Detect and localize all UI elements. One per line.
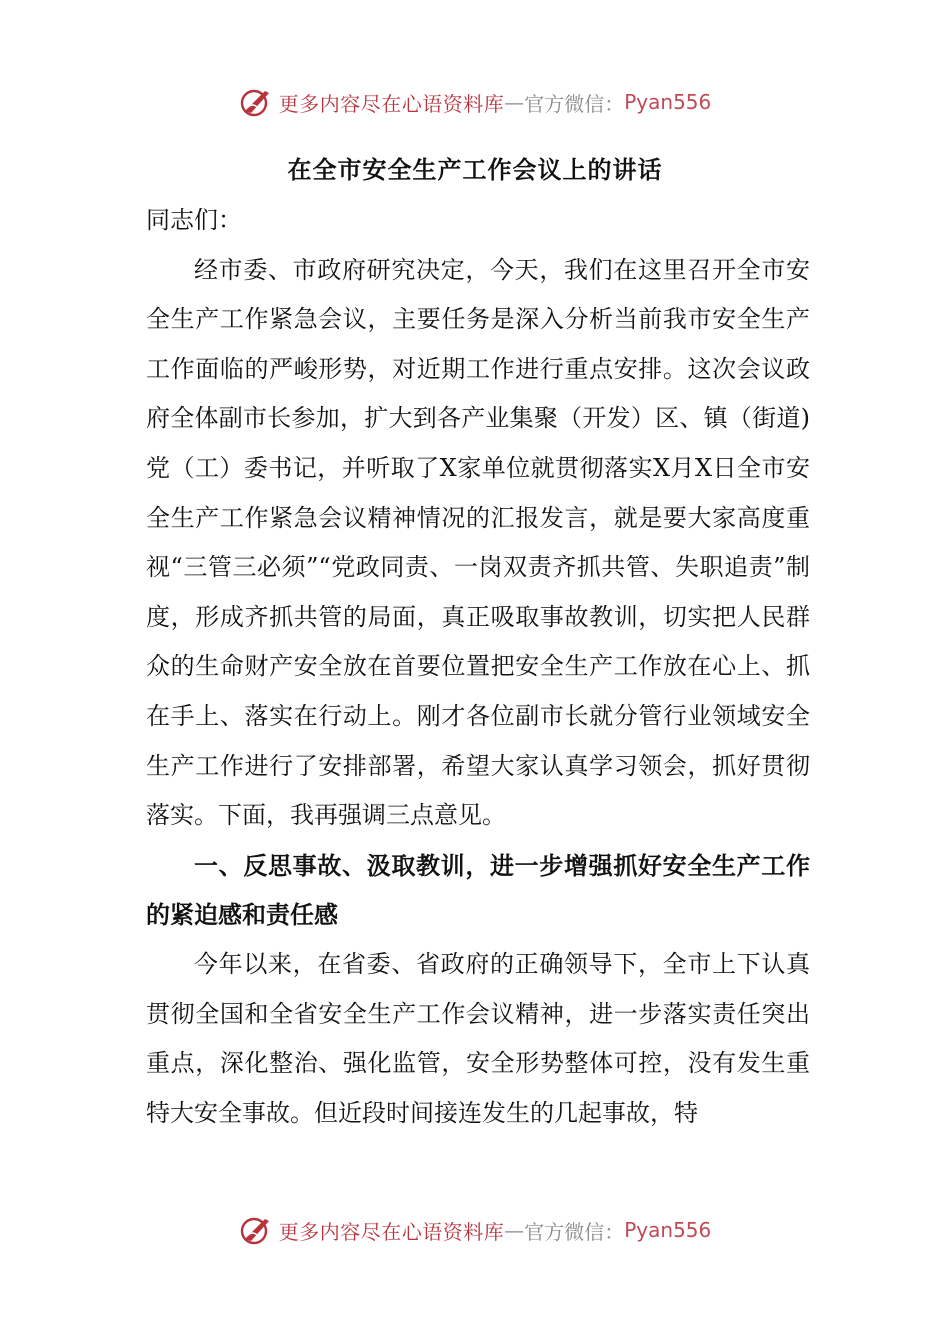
- pen-logo-icon: [239, 1213, 273, 1247]
- salutation: 同志们：: [146, 206, 242, 234]
- pen-logo-icon: [239, 85, 273, 119]
- paragraph: 经市委、市政府研究决定，今天，我们在这里召开全市安全生产工作紧急会议，主要任务是深入分析当前我市安全生产工作面临的严峻形势，对近期工作进行重点安排。这次会议政府全体副市长参加，扩大到各产业集聚（开发）区、镇（街道)党（工）委书记，并听取了X家单位就贯彻落实X月X日全市安全生产工作紧急会议精神情况的汇报发言，就是要大家高度重视“三管三必须”“党政同责、一岗双责齐抓共管、失职追责”制度，形成齐抓共管的局面，真正吸取事故教训，切实把人民群众的生命财产安全放在首要位置把安全生产工作放在心上、抓在手上、落实在行动上。刚才各位副市长就分管行业领域安全生产工作进行了安排部署，希望大家认真学习领会，抓好贯彻落实。下面，我再强调三点意见。: [146, 255, 810, 830]
- watermark-header: [0, 82, 950, 122]
- watermark-wechat-label: 官方微信：: [524, 91, 625, 116]
- section-heading: 一、反思事故、汲取教训，进一步增强抓好安全生产工作的紧迫感和责任感: [146, 850, 810, 930]
- watermark-footer: [0, 1210, 950, 1250]
- watermark-account: Pyan556: [624, 1218, 712, 1242]
- watermark-account: Pyan556: [624, 90, 712, 114]
- document-body: [146, 196, 810, 1138]
- watermark-dash: —: [504, 90, 525, 114]
- watermark-dash: —: [504, 1218, 525, 1242]
- watermark-main-text: 更多内容尽在心语资料库: [278, 91, 505, 116]
- document-title: 在全市安全生产工作会议上的讲话: [287, 155, 663, 184]
- paragraph: 今年以来，在省委、省政府的正确领导下，全市上下认真贯彻全国和全省安全生产工作会议精神，进一步落实责任突出重点，深化整治、强化监管，安全形势整体可控，没有发生重特大安全事故。但近段时间接连发生的几起事故，特: [146, 949, 810, 1127]
- watermark-wechat-label: 官方微信：: [524, 1219, 625, 1244]
- watermark-main-text: 更多内容尽在心语资料库: [278, 1219, 505, 1244]
